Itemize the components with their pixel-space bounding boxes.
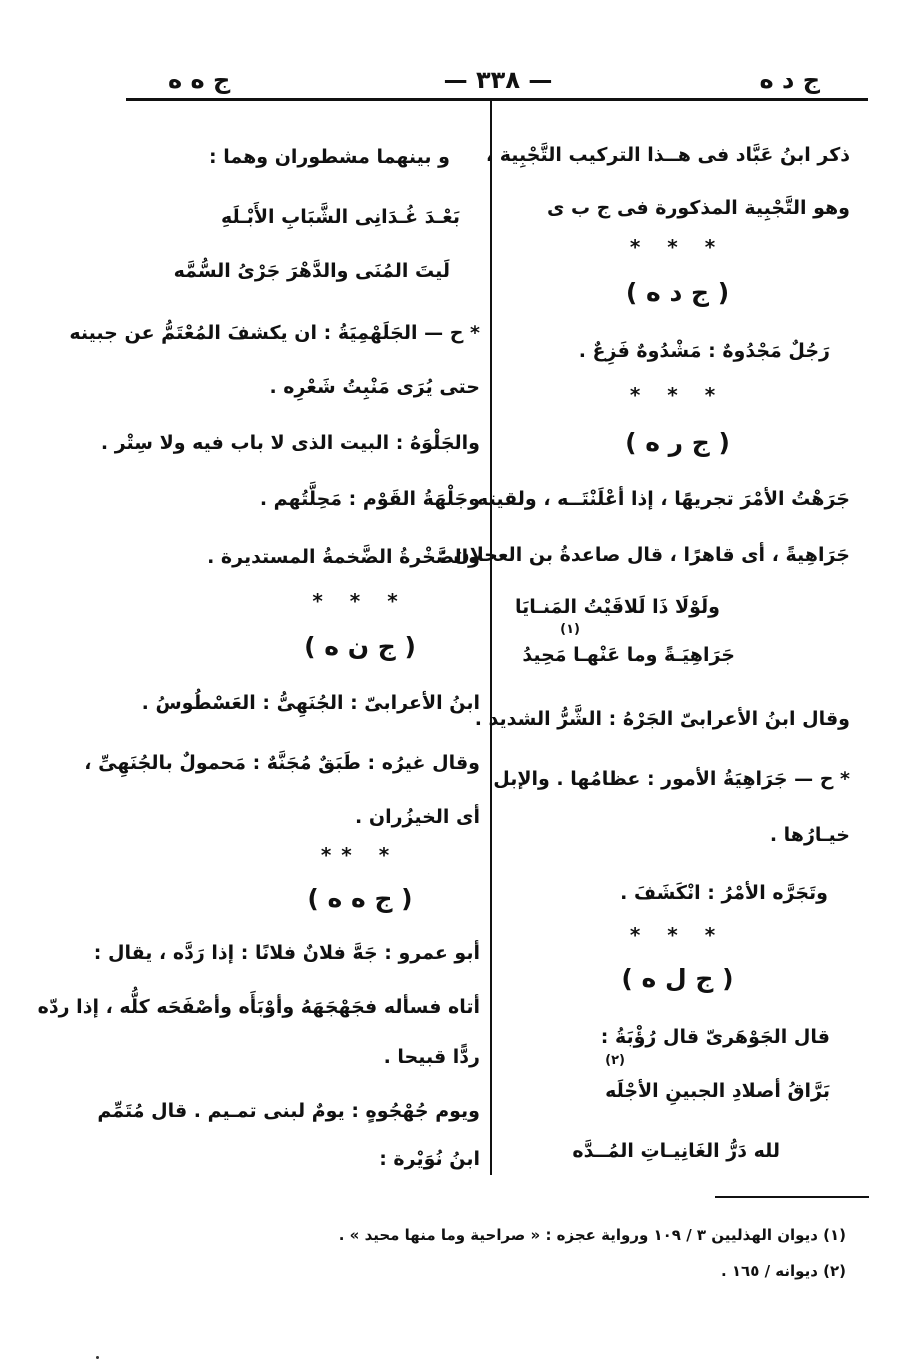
text-line: ردًّا قبيحا . (383, 1046, 480, 1068)
verse-line: جَرَاهِيَـةً وما عَنْهـا مَحِيدُ (522, 644, 735, 666)
text-line: والصَّخْرةُ الضَّخمةُ المستديرة . (207, 546, 480, 568)
text-line: * ح — الجَلَهْمِيَةُ : ان يكشفَ المُعْتَمُّ عن جبينه (69, 322, 480, 344)
verse-line: ولَوْلَا ذَا لَلاقَيْتُ المَنـايَا (514, 596, 720, 618)
footnote-1: (١) ديوان الهذليين ٣ / ١٠٩ ورواية عجزه : « صراحية وما منها محيد » . (338, 1226, 846, 1244)
text-line: وجَلْهَةُ القَوْم : مَحِلَّتُهم . (259, 488, 480, 510)
page-header (128, 60, 868, 96)
text-line: قال الجَوْهَرىّ قال رُؤْبَةُ : (600, 1026, 830, 1048)
section-separator: * * * (629, 923, 726, 947)
root-heading: ( ج ر ه ) (625, 428, 730, 457)
text-line: وقال ابنُ الأعرابىّ الجَرْهُ : الشَّرُّ الشديد . (474, 708, 850, 730)
text-line: جَرَاهِيةً ، أى قاهرًا ، قال صاعدةُ بن العجلان : (439, 544, 850, 566)
text-line: وهو التَّجْبِية المذكورة فى ج ب ى (546, 197, 850, 219)
text-line: وتَجَرَّه الأمْرُ : انْكَشَفَ . (620, 882, 828, 904)
root-heading: ( ج ل ه ) (621, 964, 734, 993)
section-separator: * * * (312, 589, 408, 613)
text-line: وقال غيرُه : طَبَقٌ مُجَنَّهٌ : مَحمولٌ بالجُنَهِىِّ ، (84, 752, 480, 774)
verse-line: بَرَّاقُ أصلادِ الجبينِ الأجْلَه (605, 1080, 830, 1102)
page-number: — ٣٣٨ — (443, 66, 553, 94)
text-line: خيـارُها . (769, 824, 850, 846)
text-line: و بينهما مشطوران وهما : (209, 146, 450, 168)
text-line: ويوم جُهْجُوهٍ : يومٌ لبنى تمـيم . قال مُتَمِّم (97, 1100, 480, 1122)
footnote-marker: (١) (560, 622, 580, 637)
root-heading: ( ج ن ه ) (304, 632, 416, 661)
text-line: جَرَهْتُ الأمْرَ تجريهًا ، إذا أعْلَنْتَــه ، ولقيته (477, 488, 850, 510)
section-separator: * * * (629, 383, 726, 407)
scan-speck (96, 1356, 99, 1359)
text-line: أتاه فسأله فجَهْجَهَهُ وأوْبَأَه وأصْفَحَه كلُّه ، إذا ردّه (37, 996, 480, 1018)
verse-line: بَعْـدَ غُـدَانِى الشَّبَابِ الأَبْـلَهِ (220, 206, 460, 228)
root-heading: ( ج ه ه ) (307, 884, 413, 913)
text-line: حتى يُرَى مَنْبِتُ شَعْرِه . (269, 376, 480, 398)
text-line: أبو عمرو : جَهَّ فلانٌ فلانًا : إذا رَدَّه ، يقال : (93, 942, 480, 964)
text-line: ذكر ابنُ عَبَّاد فى هــذا التركيب التَّجْبِية ، (485, 144, 850, 166)
text-line: أى الخيزُران . (355, 806, 480, 828)
footnote-marker: (٢) (605, 1053, 625, 1068)
text-line: * ح — جَرَاهِيَةُ الأمور : عظامُها . والإبل (493, 768, 850, 790)
column-divider (490, 100, 492, 1175)
text-line: والجَلْوَهُ : البيت الذى لا باب فيه ولا سِتْر . (100, 432, 480, 454)
text-line: ابنُ الأعرابىّ : الجُنَهِىُّ : العَسْطُوسُ . (141, 692, 480, 714)
header-root-right: ج د ه (759, 66, 820, 94)
footnote-2: (٢) ديوانه / ١٦٥ . (720, 1262, 846, 1280)
verse-line: لله دَرُّ الغَانِيـاتِ المُــدَّه (572, 1140, 780, 1162)
section-separator: * * * (629, 235, 726, 259)
root-heading: ( ج د ه ) (625, 278, 730, 307)
text-line: رَجُلٌ مَجْدُوهٌ : مَشْدُوهٌ فَزِعٌ . (578, 340, 830, 362)
header-root-left: ج ه ه (168, 66, 231, 94)
header-rule (126, 98, 868, 101)
verse-line: لَيتَ المُنَى والدَّهْرَ جَرْىُ السُّمَّه (173, 260, 450, 282)
section-separator: * ** (320, 843, 400, 867)
text-line: ابنُ نُوَيْرة : (379, 1148, 480, 1170)
footnote-rule (715, 1196, 869, 1198)
